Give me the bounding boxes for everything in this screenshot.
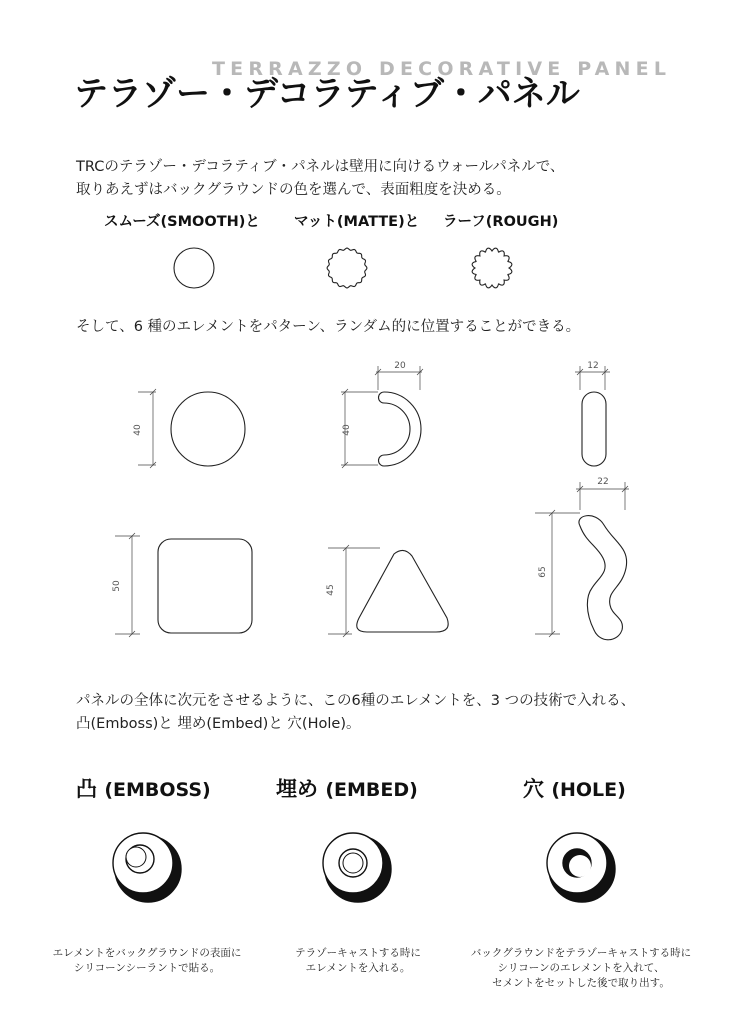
rough-circle-icon: [472, 248, 512, 288]
texture-samples: [0, 240, 750, 300]
method-line-2: 凸(Emboss)と 埋め(Embed)と 穴(Hole)。: [76, 716, 361, 732]
element-triangle-icon: [357, 550, 448, 632]
emboss-icon: [113, 833, 181, 902]
pattern-paragraph: そして、6 種のエレメントをパターン、ランダム的に位置することができる。: [76, 319, 581, 335]
element-half-circle-icon: [379, 392, 422, 466]
intro-line-2: 取りあえずはバックグラウンドの色を選んで、表面粗度を決める。: [76, 182, 511, 198]
element-dimensions-drawing: [0, 350, 750, 650]
hole-icon: [547, 833, 615, 902]
intro-line-1: TRCのテラゾー・デコラティブ・パネルは壁用に向けるウォールパネルで、: [76, 159, 565, 175]
emboss-title-jp: 凸: [76, 777, 97, 801]
embed-title-en: (EMBED): [325, 779, 418, 801]
hole-note-line-3: セメントをセットした後で取り出す。: [492, 977, 670, 989]
texture-label-rough: ラーフ(ROUGH): [443, 214, 559, 230]
hole-note-line-2: シリコーンのエレメントを入れて、: [497, 962, 665, 974]
emboss-note: [38, 946, 256, 976]
embed-title-jp: 埋め: [276, 777, 318, 801]
dim-half-circle-width: 20: [394, 361, 406, 371]
embed-icon: [323, 833, 391, 902]
method-icons: [0, 825, 750, 915]
dim-wave-height: 65: [538, 566, 548, 578]
emboss-title-en: (EMBOSS): [104, 779, 211, 801]
page-title: テラゾー・デコラティブ・パネル: [74, 74, 580, 114]
element-wave-icon: [579, 516, 627, 640]
hole-note: [452, 946, 710, 991]
subtitle-english: TERRAZZO DECORATIVE PANEL: [212, 58, 672, 80]
method-paragraph: [76, 690, 635, 736]
hole-note-line-1: バックグラウンドをテラゾーキャストする時に: [470, 947, 692, 959]
embed-note: [270, 946, 446, 976]
embed-title: [276, 773, 418, 803]
dim-square-height: 50: [112, 580, 122, 592]
emboss-note-line-2: シリコーンシーラントで貼る。: [73, 962, 221, 974]
dim-circle-height: 40: [133, 424, 143, 436]
emboss-title: [76, 773, 211, 803]
dim-half-circle-height: 40: [342, 424, 352, 436]
intro-paragraph: [76, 156, 564, 202]
texture-label-smooth: スムーズ(SMOOTH)と: [104, 214, 260, 230]
matte-circle-icon: [327, 248, 367, 288]
dim-triangle-height: 45: [326, 584, 336, 596]
dim-wave-width: 22: [597, 477, 609, 487]
embed-note-line-2: エレメントを入れる。: [305, 962, 411, 974]
dim-pill-width: 12: [587, 361, 599, 371]
emboss-note-line-1: エレメントをバックグラウンドの表面に: [52, 947, 242, 959]
smooth-circle-icon: [174, 248, 214, 288]
hole-title-jp: 穴: [523, 777, 544, 801]
hole-title-en: (HOLE): [551, 779, 626, 801]
element-pill-icon: [582, 392, 606, 466]
method-line-1: パネルの全体に次元をさせるように、この6種のエレメントを、3 つの技術で入れる、: [76, 693, 636, 709]
element-circle-icon: [171, 392, 245, 466]
texture-label-matte: マット(MATTE)と: [294, 214, 420, 230]
hole-title: [523, 773, 626, 803]
element-square-icon: [158, 539, 252, 633]
embed-note-line-1: テラゾーキャストする時に: [295, 947, 421, 959]
